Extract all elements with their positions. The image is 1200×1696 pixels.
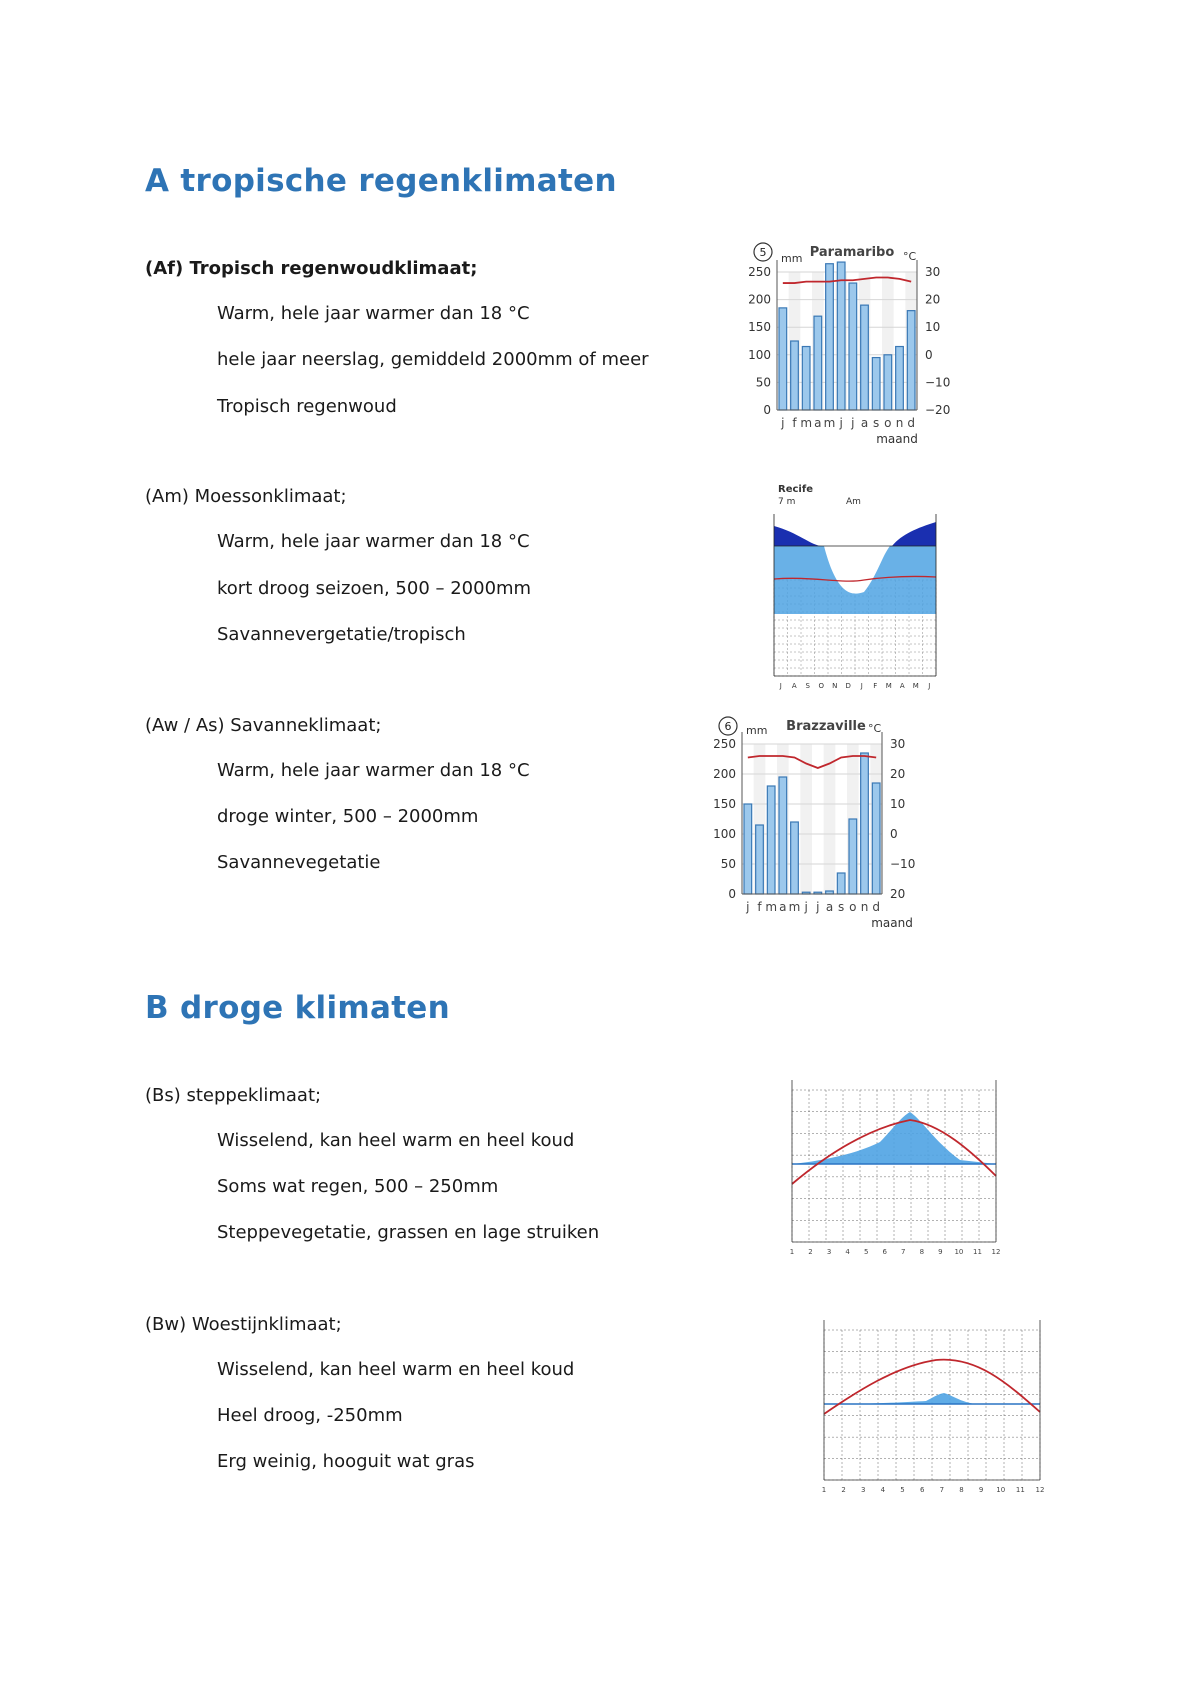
bs-item: Soms wat regen, 500 – 250mm xyxy=(217,1176,499,1197)
month-tick-label: 11 xyxy=(1015,1486,1025,1494)
bw-item: Erg weinig, hooguit wat gras xyxy=(217,1451,475,1472)
precipitation-bar xyxy=(756,825,764,894)
af-item: Warm, hele jaar warmer dan 18 °C xyxy=(217,303,530,324)
bs-item: Steppevegetatie, grassen en lage struiken xyxy=(217,1222,600,1243)
month-tick-label: j xyxy=(746,900,750,914)
precipitation-bar xyxy=(861,753,869,894)
am-item: kort droog seizoen, 500 – 2000mm xyxy=(217,578,532,599)
month-tick-label: M xyxy=(885,682,892,690)
month-tick-label: 7 xyxy=(939,1486,945,1494)
month-tick-label: 5 xyxy=(863,1248,869,1256)
climate-chart-steppe xyxy=(770,1072,1020,1272)
chart-title: Paramaribo xyxy=(809,245,895,260)
month-tick-label: 6 xyxy=(882,1248,887,1256)
left-tick-label: 200 xyxy=(748,292,771,307)
month-tick-label: s xyxy=(873,416,880,430)
month-tick-label: j xyxy=(839,416,843,430)
right-tick-label: 20 xyxy=(925,292,941,307)
month-tick-label: 5 xyxy=(900,1486,905,1494)
bw-item: Heel droog, -250mm xyxy=(217,1405,403,1426)
right-unit-label: °C xyxy=(868,722,882,735)
section-a-title: A tropische regenklimaten xyxy=(145,163,617,199)
am-item: Savannevergetatie/tropisch xyxy=(217,624,466,645)
am-item: Warm, hele jaar warmer dan 18 °C xyxy=(217,531,530,552)
month-tick-label: a xyxy=(860,416,869,430)
precipitation-bar xyxy=(767,786,775,894)
right-tick-label: 20 xyxy=(890,767,906,781)
bw-heading: (Bw) Woestijnklimaat; xyxy=(145,1314,342,1335)
climate-code: Am xyxy=(846,497,861,507)
right-tick-label: 10 xyxy=(925,320,941,335)
left-tick-label: 150 xyxy=(748,320,771,335)
x-axis-title: maand xyxy=(871,916,913,930)
month-tick-label: d xyxy=(907,416,915,430)
precipitation-bar xyxy=(907,311,915,410)
precipitation-bar xyxy=(779,777,787,894)
right-tick-label: 10 xyxy=(890,797,906,811)
left-tick-label: 100 xyxy=(713,827,736,841)
precipitation-bar xyxy=(896,347,904,410)
af-heading: (Af) Tropisch regenwoudklimaat; xyxy=(145,258,478,279)
precipitation-bar xyxy=(826,264,834,410)
month-tick-label: 9 xyxy=(938,1248,943,1256)
climate-chart-brazzaville xyxy=(706,712,930,936)
climate-chart-desert xyxy=(796,1312,1062,1512)
left-tick-label: 250 xyxy=(748,265,771,279)
month-tick-label: 1 xyxy=(789,1248,795,1256)
chart-title: Brazzaville xyxy=(786,719,866,734)
month-tick-label: n xyxy=(895,416,904,430)
left-tick-label: 0 xyxy=(728,887,736,901)
right-tick-label: 0 xyxy=(890,827,898,841)
month-tick-label: 10 xyxy=(996,1486,1006,1494)
month-tick-label: s xyxy=(838,900,845,914)
section-b-title: B droge klimaten xyxy=(145,990,451,1026)
bs-item: Wisselend, kan heel warm en heel koud xyxy=(217,1130,575,1151)
month-tick-label: N xyxy=(832,682,838,690)
x-axis-title: maand xyxy=(876,432,918,446)
surplus-area xyxy=(774,522,936,546)
month-tick-label: 2 xyxy=(841,1486,846,1494)
month-tick-label: D xyxy=(845,682,851,690)
precipitation-bar xyxy=(849,819,857,894)
precipitation-bar xyxy=(837,873,845,894)
month-tick-label: J xyxy=(779,682,782,690)
precipitation-bar xyxy=(872,783,880,894)
month-tick-label: J xyxy=(928,682,931,690)
bs-heading: (Bs) steppeklimaat; xyxy=(145,1085,322,1106)
aw-heading: (Aw / As) Savanneklimaat; xyxy=(145,715,382,736)
month-tick-label: 1 xyxy=(821,1486,827,1494)
month-tick-label: 3 xyxy=(861,1486,866,1494)
right-tick-label: −10 xyxy=(890,857,916,871)
month-tick-label: 9 xyxy=(978,1486,984,1494)
aw-item: Warm, hele jaar warmer dan 18 °C xyxy=(217,760,530,781)
aw-item: Savannevegetatie xyxy=(217,852,381,873)
precipitation-bar xyxy=(802,347,810,410)
month-tick-label: O xyxy=(818,682,825,690)
precipitation-bar xyxy=(744,804,752,894)
precipitation-bar xyxy=(779,308,787,410)
chart-subtitle: 7 m xyxy=(778,497,796,507)
af-item: hele jaar neerslag, gemiddeld 2000mm of meer xyxy=(217,349,649,370)
climate-chart-paramaribo xyxy=(742,236,964,450)
climate-chart-recife xyxy=(752,480,942,696)
month-tick-label: f xyxy=(792,416,797,430)
month-tick-label: 7 xyxy=(901,1248,906,1256)
right-tick-label: −10 xyxy=(925,375,951,390)
month-tick-label: 3 xyxy=(826,1248,832,1256)
left-tick-label: 100 xyxy=(748,347,771,362)
right-tick-label: 30 xyxy=(890,737,906,751)
precipitation-bar xyxy=(791,822,799,894)
month-tick-label: 10 xyxy=(954,1248,964,1256)
precipitation-bar xyxy=(861,305,869,410)
aw-item: droge winter, 500 – 2000mm xyxy=(217,806,479,827)
month-tick-label: 8 xyxy=(959,1486,964,1494)
month-tick-label: M xyxy=(912,682,919,690)
month-tick-label: 6 xyxy=(919,1486,925,1494)
left-tick-label: 150 xyxy=(713,797,736,811)
precipitation-bar xyxy=(872,358,880,410)
month-tick-label: j xyxy=(816,900,820,914)
left-tick-label: 0 xyxy=(763,403,771,417)
left-tick-label: 50 xyxy=(755,375,771,390)
month-tick-label: S xyxy=(805,682,810,690)
precipitation-bar xyxy=(837,262,845,410)
month-tick-label: n xyxy=(860,900,869,914)
month-tick-label: j xyxy=(804,900,808,914)
month-tick-label: A xyxy=(899,682,905,690)
month-tick-label: j xyxy=(781,416,785,430)
month-tick-label: m xyxy=(823,416,836,430)
month-tick-label: o xyxy=(849,900,857,914)
right-tick-label: 30 xyxy=(925,265,941,279)
bw-item: Wisselend, kan heel warm en heel koud xyxy=(217,1359,575,1380)
month-tick-label: d xyxy=(872,900,880,914)
month-tick-label: 8 xyxy=(919,1248,925,1256)
left-tick-label: 200 xyxy=(713,767,736,781)
month-tick-label: A xyxy=(791,682,797,690)
month-tick-label: a xyxy=(825,900,834,914)
precipitation-bar xyxy=(814,316,822,410)
month-tick-label: o xyxy=(884,416,892,430)
month-tick-label: a xyxy=(814,416,822,430)
month-tick-label: j xyxy=(851,416,855,430)
af-item: Tropisch regenwoud xyxy=(217,396,397,417)
right-tick-label: 0 xyxy=(925,347,933,362)
right-tick-label: 20 xyxy=(890,887,906,901)
right-unit-label: °C xyxy=(903,250,917,263)
month-tick-label: a xyxy=(779,900,787,914)
month-tick-label: 4 xyxy=(880,1486,886,1494)
month-tick-label: m xyxy=(765,900,778,914)
left-unit-label: mm xyxy=(781,252,803,265)
left-unit-label: mm xyxy=(746,724,768,737)
month-tick-label: 2 xyxy=(808,1248,813,1256)
right-tick-label: −20 xyxy=(925,403,951,417)
month-tick-label: 12 xyxy=(1035,1486,1045,1494)
chart-number-label: 6 xyxy=(724,720,732,733)
precipitation-bar xyxy=(791,341,799,410)
month-tick-label: m xyxy=(800,416,813,430)
month-tick-label: f xyxy=(757,900,762,914)
chart-number-label: 5 xyxy=(759,246,767,259)
month-tick-label: J xyxy=(860,682,863,690)
precipitation-bar xyxy=(849,283,857,410)
column-shade xyxy=(824,744,836,894)
am-heading: (Am) Moessonklimaat; xyxy=(145,486,347,507)
column-shade xyxy=(800,744,812,894)
left-tick-label: 250 xyxy=(713,737,736,751)
month-tick-label: m xyxy=(788,900,801,914)
left-tick-label: 50 xyxy=(720,857,736,871)
chart-title: Recife xyxy=(778,484,813,495)
precipitation-bar xyxy=(884,355,892,410)
month-tick-label: F xyxy=(873,682,878,690)
month-tick-label: 12 xyxy=(991,1248,1001,1256)
month-tick-label: 11 xyxy=(972,1248,982,1256)
month-tick-label: 4 xyxy=(845,1248,850,1256)
